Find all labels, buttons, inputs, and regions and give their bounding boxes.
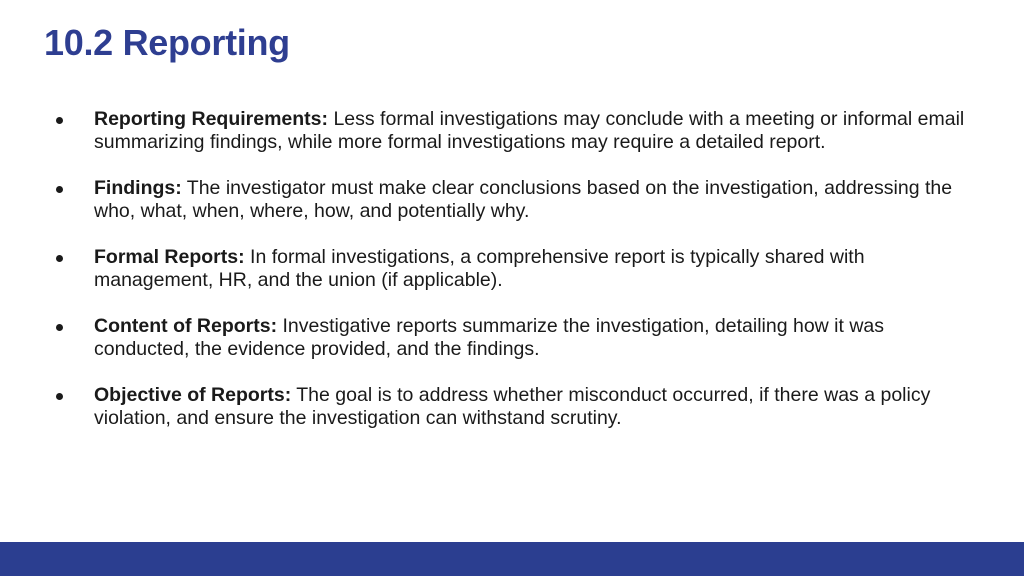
- bullet-dot-icon: [56, 117, 63, 124]
- bullet-dot-icon: [56, 186, 63, 193]
- bullet-term: Objective of Reports:: [94, 384, 292, 406]
- bullet-dot-icon: [56, 255, 63, 262]
- bullet-text: The investigator must make clear conclusions based on the investigation, addressing the who, what, when, where, how, and potentially why.: [94, 177, 953, 222]
- bullet-dot-icon: [56, 393, 63, 400]
- bullet-dot-icon: [56, 324, 63, 331]
- slide-title: 10.2 Reporting: [44, 22, 290, 63]
- bullet-item-reporting-requirements: [56, 108, 976, 154]
- bullet-term: Formal Reports:: [94, 246, 245, 268]
- bullet-term: Content of Reports:: [94, 315, 278, 337]
- bullet-text: In formal investigations, a comprehensive report is typically shared with management, HR, and the union (if applicable).: [94, 246, 865, 291]
- bullet-item-objective-of-reports: [56, 384, 976, 430]
- bullet-text: The goal is to address whether misconduct occurred, if there was a policy violation, and ensure the investigation can withstand scrutiny.: [94, 384, 931, 429]
- bullet-term: Reporting Requirements:: [94, 108, 329, 130]
- bullet-term: Findings:: [94, 177, 182, 199]
- bullet-text: Less formal investigations may conclude with a meeting or informal email summarizing findings, while more formal investigations may require a detailed report.: [94, 108, 965, 153]
- bullet-item-content-of-reports: [56, 315, 976, 361]
- bullet-list: [56, 108, 976, 453]
- footer-bar: [0, 542, 1024, 576]
- bullet-item-formal-reports: [56, 246, 976, 292]
- bullet-text: Investigative reports summarize the investigation, detailing how it was conducted, the evidence provided, and the findings.: [94, 315, 885, 360]
- bullet-item-findings: [56, 177, 976, 223]
